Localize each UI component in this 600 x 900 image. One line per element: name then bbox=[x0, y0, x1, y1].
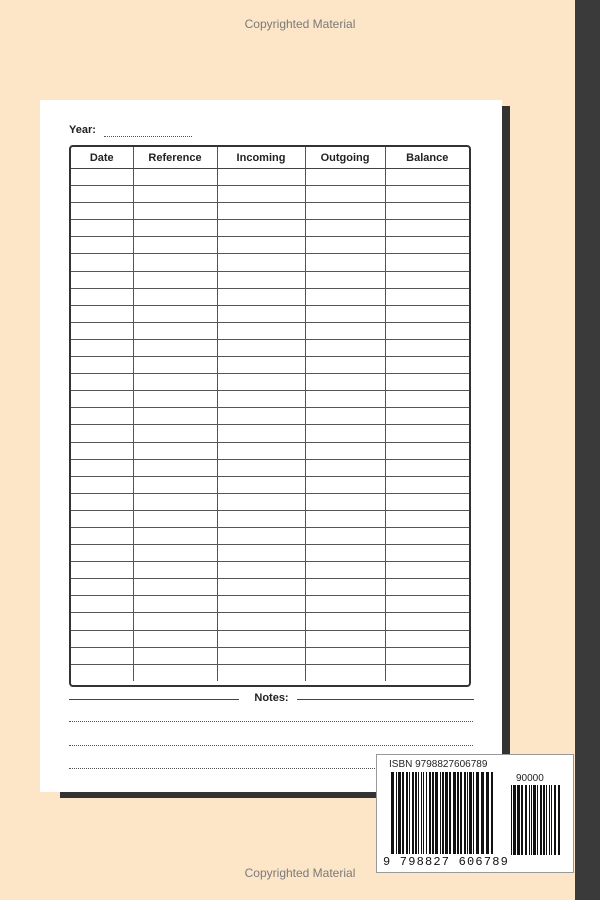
ledger-cell bbox=[217, 322, 305, 339]
notes-line bbox=[69, 745, 473, 746]
column-header-incoming: Incoming bbox=[217, 147, 305, 169]
ledger-cell bbox=[71, 630, 133, 647]
ledger-cell bbox=[71, 596, 133, 613]
ledger-cell bbox=[71, 186, 133, 203]
ledger-row bbox=[71, 186, 469, 203]
ledger-cell bbox=[385, 203, 469, 220]
ledger-row bbox=[71, 357, 469, 374]
watermark-top: Copyrighted Material bbox=[244, 17, 356, 31]
barcode-bar bbox=[551, 785, 552, 855]
ledger-cell bbox=[305, 186, 385, 203]
ledger-cell bbox=[385, 442, 469, 459]
ledger-cell bbox=[305, 288, 385, 305]
ledger-cell bbox=[71, 664, 133, 681]
ledger-cell bbox=[385, 425, 469, 442]
ledger-row bbox=[71, 562, 469, 579]
ledger-cell bbox=[217, 562, 305, 579]
ledger-cell bbox=[217, 203, 305, 220]
ledger-cell bbox=[385, 459, 469, 476]
ledger-cell bbox=[71, 305, 133, 322]
ledger-row bbox=[71, 237, 469, 254]
ledger-cell bbox=[305, 613, 385, 630]
barcode-bar bbox=[537, 785, 538, 855]
ledger-cell bbox=[217, 613, 305, 630]
barcode-bar bbox=[432, 772, 434, 854]
ledger-cell bbox=[217, 442, 305, 459]
ledger-cell bbox=[133, 493, 217, 510]
ledger-row bbox=[71, 305, 469, 322]
ledger-cell bbox=[385, 374, 469, 391]
barcode-bar bbox=[473, 772, 474, 854]
ledger-cell bbox=[133, 596, 217, 613]
ledger-cell bbox=[385, 322, 469, 339]
ledger-cell bbox=[133, 630, 217, 647]
barcode-bar bbox=[415, 772, 417, 854]
ledger-cell bbox=[133, 237, 217, 254]
ledger-cell bbox=[71, 237, 133, 254]
ledger-cell bbox=[385, 476, 469, 493]
ledger-row bbox=[71, 630, 469, 647]
ledger-cell bbox=[385, 613, 469, 630]
ledger-cell bbox=[385, 510, 469, 527]
ledger-cell bbox=[385, 357, 469, 374]
ledger-row bbox=[71, 425, 469, 442]
ledger-cell bbox=[305, 374, 385, 391]
barcode-bar bbox=[464, 772, 466, 854]
ledger-cell bbox=[385, 545, 469, 562]
ledger-cell bbox=[305, 647, 385, 664]
book-spine bbox=[575, 0, 600, 900]
ledger-cell bbox=[217, 271, 305, 288]
ledger-cell bbox=[133, 442, 217, 459]
barcode-bar bbox=[453, 772, 456, 854]
ledger-cell bbox=[385, 647, 469, 664]
barcode-bar bbox=[513, 785, 516, 855]
ledger-cell bbox=[305, 305, 385, 322]
barcode-addon-bars bbox=[511, 785, 561, 855]
ledger-row bbox=[71, 613, 469, 630]
ledger-row bbox=[71, 339, 469, 356]
ledger-row bbox=[71, 579, 469, 596]
ledger-cell bbox=[217, 493, 305, 510]
barcode-bar bbox=[445, 772, 448, 854]
barcode-bar bbox=[486, 772, 489, 854]
ledger-cell bbox=[71, 613, 133, 630]
ledger-cell bbox=[71, 357, 133, 374]
barcode-bar bbox=[460, 772, 462, 854]
ledger-cell bbox=[217, 237, 305, 254]
ledger-cell bbox=[71, 442, 133, 459]
ledger-cell bbox=[71, 169, 133, 186]
ledger-row bbox=[71, 442, 469, 459]
ledger-cell bbox=[305, 271, 385, 288]
ledger-row bbox=[71, 391, 469, 408]
barcode-bar bbox=[529, 785, 530, 855]
column-header-reference: Reference bbox=[133, 147, 217, 169]
ledger-cell bbox=[133, 476, 217, 493]
ledger-cell bbox=[133, 562, 217, 579]
ledger-cell bbox=[71, 647, 133, 664]
ledger-cell bbox=[385, 305, 469, 322]
ledger-cell bbox=[217, 596, 305, 613]
barcode-bar bbox=[423, 772, 424, 854]
ledger-cell bbox=[217, 288, 305, 305]
ledger-cell bbox=[385, 288, 469, 305]
ledger-cell bbox=[385, 408, 469, 425]
ledger-cell bbox=[217, 476, 305, 493]
barcode-bar bbox=[543, 785, 545, 855]
ledger-cell bbox=[71, 322, 133, 339]
ledger-table bbox=[69, 145, 471, 687]
year-label: Year: bbox=[69, 124, 96, 136]
barcode-bar bbox=[398, 772, 401, 854]
ledger-cell bbox=[305, 408, 385, 425]
barcode-bar bbox=[469, 772, 472, 854]
ledger-row bbox=[71, 374, 469, 391]
ledger-cell bbox=[133, 527, 217, 544]
column-header-date: Date bbox=[71, 147, 133, 169]
barcode-bar bbox=[554, 785, 556, 855]
barcode-bar bbox=[467, 772, 468, 854]
barcode-bar bbox=[540, 785, 542, 855]
ledger-row bbox=[71, 254, 469, 271]
isbn-label: ISBN 9798827606789 bbox=[389, 759, 488, 770]
ledger-cell bbox=[217, 357, 305, 374]
barcode-bar bbox=[491, 772, 493, 854]
ledger-row bbox=[71, 271, 469, 288]
ledger-header-row bbox=[71, 147, 469, 169]
ledger-cell bbox=[133, 510, 217, 527]
ledger-cell bbox=[217, 630, 305, 647]
barcode-bar bbox=[429, 772, 431, 854]
ledger-cell bbox=[217, 169, 305, 186]
ledger-cell bbox=[133, 647, 217, 664]
year-field-line bbox=[104, 136, 192, 137]
barcode-bar bbox=[457, 772, 459, 854]
ledger-cell bbox=[71, 476, 133, 493]
ledger-cell bbox=[385, 664, 469, 681]
ledger-cell bbox=[217, 305, 305, 322]
ledger-cell bbox=[385, 562, 469, 579]
barcode-bar bbox=[406, 772, 408, 854]
ledger-cell bbox=[385, 596, 469, 613]
ledger-row bbox=[71, 476, 469, 493]
barcode-bar bbox=[440, 772, 441, 854]
ledger-cell bbox=[71, 459, 133, 476]
ledger-cell bbox=[217, 186, 305, 203]
ledger-cell bbox=[133, 288, 217, 305]
ledger-cell bbox=[305, 527, 385, 544]
ledger-cell bbox=[71, 203, 133, 220]
ledger-cell bbox=[133, 203, 217, 220]
barcode-bar bbox=[449, 772, 451, 854]
ledger-cell bbox=[305, 169, 385, 186]
ledger-cell bbox=[133, 425, 217, 442]
barcode-bar bbox=[481, 772, 484, 854]
ledger-cell bbox=[217, 527, 305, 544]
ledger-cell bbox=[305, 391, 385, 408]
barcode-bar bbox=[435, 772, 438, 854]
barcode-bar bbox=[391, 772, 394, 854]
ledger-row bbox=[71, 288, 469, 305]
barcode-bar bbox=[558, 785, 560, 855]
ledger-cell bbox=[133, 579, 217, 596]
ledger-row bbox=[71, 220, 469, 237]
ledger-body bbox=[71, 169, 469, 681]
ledger-cell bbox=[133, 254, 217, 271]
ledger-cell bbox=[133, 545, 217, 562]
ledger-cell bbox=[217, 545, 305, 562]
ledger-cell bbox=[133, 357, 217, 374]
ledger-cell bbox=[217, 579, 305, 596]
ledger-cell bbox=[305, 339, 385, 356]
ledger-cell bbox=[133, 613, 217, 630]
ledger-cell bbox=[133, 186, 217, 203]
notes-header bbox=[69, 692, 474, 706]
barcode-bar bbox=[412, 772, 414, 854]
ledger-cell bbox=[305, 322, 385, 339]
barcode-bar bbox=[531, 785, 532, 855]
ledger-cell bbox=[385, 391, 469, 408]
ledger-cell bbox=[217, 374, 305, 391]
ledger-cell bbox=[71, 220, 133, 237]
ledger-row bbox=[71, 322, 469, 339]
barcode-bar bbox=[476, 772, 479, 854]
ledger-cell bbox=[71, 493, 133, 510]
barcode-bar bbox=[511, 785, 512, 855]
barcode-bar bbox=[521, 785, 523, 855]
ledger-cell bbox=[385, 186, 469, 203]
ledger-cell bbox=[217, 254, 305, 271]
ledger-cell bbox=[305, 220, 385, 237]
column-header-outgoing: Outgoing bbox=[305, 147, 385, 169]
ledger-cell bbox=[305, 425, 385, 442]
ledger-row bbox=[71, 459, 469, 476]
barcode-bar bbox=[549, 785, 550, 855]
ledger-cell bbox=[133, 459, 217, 476]
ledger-cell bbox=[385, 237, 469, 254]
ledger-row bbox=[71, 545, 469, 562]
ledger-cell bbox=[133, 305, 217, 322]
ledger-cell bbox=[305, 596, 385, 613]
notes-line bbox=[69, 721, 473, 722]
ledger-cell bbox=[71, 527, 133, 544]
ledger-cell bbox=[217, 339, 305, 356]
barcode-bar bbox=[533, 785, 536, 855]
ledger-cell bbox=[71, 374, 133, 391]
ledger-cell bbox=[385, 493, 469, 510]
ledger-cell bbox=[305, 476, 385, 493]
ledger-cell bbox=[385, 630, 469, 647]
ledger-cell bbox=[71, 288, 133, 305]
ledger-cell bbox=[217, 408, 305, 425]
ledger-cell bbox=[133, 374, 217, 391]
ledger-cell bbox=[71, 391, 133, 408]
ledger-cell bbox=[71, 562, 133, 579]
ledger-cell bbox=[133, 220, 217, 237]
ledger-row bbox=[71, 596, 469, 613]
ledger-row bbox=[71, 527, 469, 544]
ledger-cell bbox=[133, 408, 217, 425]
ledger-cell bbox=[217, 220, 305, 237]
ledger-cell bbox=[71, 545, 133, 562]
ledger-cell bbox=[71, 579, 133, 596]
ledger-cell bbox=[385, 220, 469, 237]
isbn-barcode-box bbox=[376, 754, 574, 873]
ledger-cell bbox=[71, 408, 133, 425]
ledger-cell bbox=[305, 630, 385, 647]
ledger-cell bbox=[217, 391, 305, 408]
barcode-bar bbox=[517, 785, 520, 855]
ledger-cell bbox=[305, 254, 385, 271]
ledger-cell bbox=[385, 271, 469, 288]
ledger-cell bbox=[217, 510, 305, 527]
ledger-cell bbox=[305, 459, 385, 476]
ledger-cell bbox=[305, 545, 385, 562]
ledger-cell bbox=[305, 579, 385, 596]
ledger-cell bbox=[133, 322, 217, 339]
barcode-bar bbox=[525, 785, 527, 855]
ledger-row bbox=[71, 510, 469, 527]
ledger-cell bbox=[133, 391, 217, 408]
barcode-bar bbox=[402, 772, 404, 854]
ledger-cell bbox=[71, 254, 133, 271]
column-header-balance: Balance bbox=[385, 147, 469, 169]
ledger-cell bbox=[71, 425, 133, 442]
ledger-cell bbox=[71, 271, 133, 288]
ledger-row bbox=[71, 169, 469, 186]
price-code: 90000 bbox=[516, 773, 544, 784]
ledger-cell bbox=[133, 271, 217, 288]
ledger-row bbox=[71, 664, 469, 681]
barcode-main-bars bbox=[391, 772, 495, 854]
ledger-row bbox=[71, 408, 469, 425]
barcode-bar bbox=[418, 772, 419, 854]
ledger-cell bbox=[385, 339, 469, 356]
ledger-cell bbox=[305, 493, 385, 510]
barcode-bar bbox=[421, 772, 422, 854]
ledger-row bbox=[71, 647, 469, 664]
ledger-cell bbox=[133, 339, 217, 356]
ledger-cell bbox=[133, 169, 217, 186]
ledger-cell bbox=[305, 510, 385, 527]
ledger-cell bbox=[71, 510, 133, 527]
barcode-bar bbox=[546, 785, 547, 855]
ledger-cell bbox=[217, 647, 305, 664]
ledger-cell bbox=[217, 425, 305, 442]
ledger-cell bbox=[305, 442, 385, 459]
barcode-bar bbox=[409, 772, 410, 854]
ledger-cell bbox=[385, 254, 469, 271]
ledger-cell bbox=[305, 203, 385, 220]
ledger-sheet bbox=[40, 100, 502, 792]
barcode-bar bbox=[442, 772, 444, 854]
ledger-row bbox=[71, 493, 469, 510]
ledger-row bbox=[71, 203, 469, 220]
ledger-cell bbox=[305, 237, 385, 254]
isbn-digits: 9 798827 606789 bbox=[383, 855, 510, 869]
ledger-cell bbox=[217, 664, 305, 681]
ledger-cell bbox=[385, 527, 469, 544]
notes-label: Notes: bbox=[248, 692, 294, 704]
ledger-cell bbox=[71, 339, 133, 356]
barcode-bar bbox=[426, 772, 427, 854]
ledger-cell bbox=[217, 459, 305, 476]
barcode-bar bbox=[396, 772, 397, 854]
watermark-bottom: Copyrighted Material bbox=[244, 866, 356, 880]
ledger-cell bbox=[133, 664, 217, 681]
ledger-cell bbox=[385, 579, 469, 596]
ledger-cell bbox=[305, 357, 385, 374]
ledger-cell bbox=[305, 562, 385, 579]
ledger-cell bbox=[305, 664, 385, 681]
ledger-cell bbox=[385, 169, 469, 186]
